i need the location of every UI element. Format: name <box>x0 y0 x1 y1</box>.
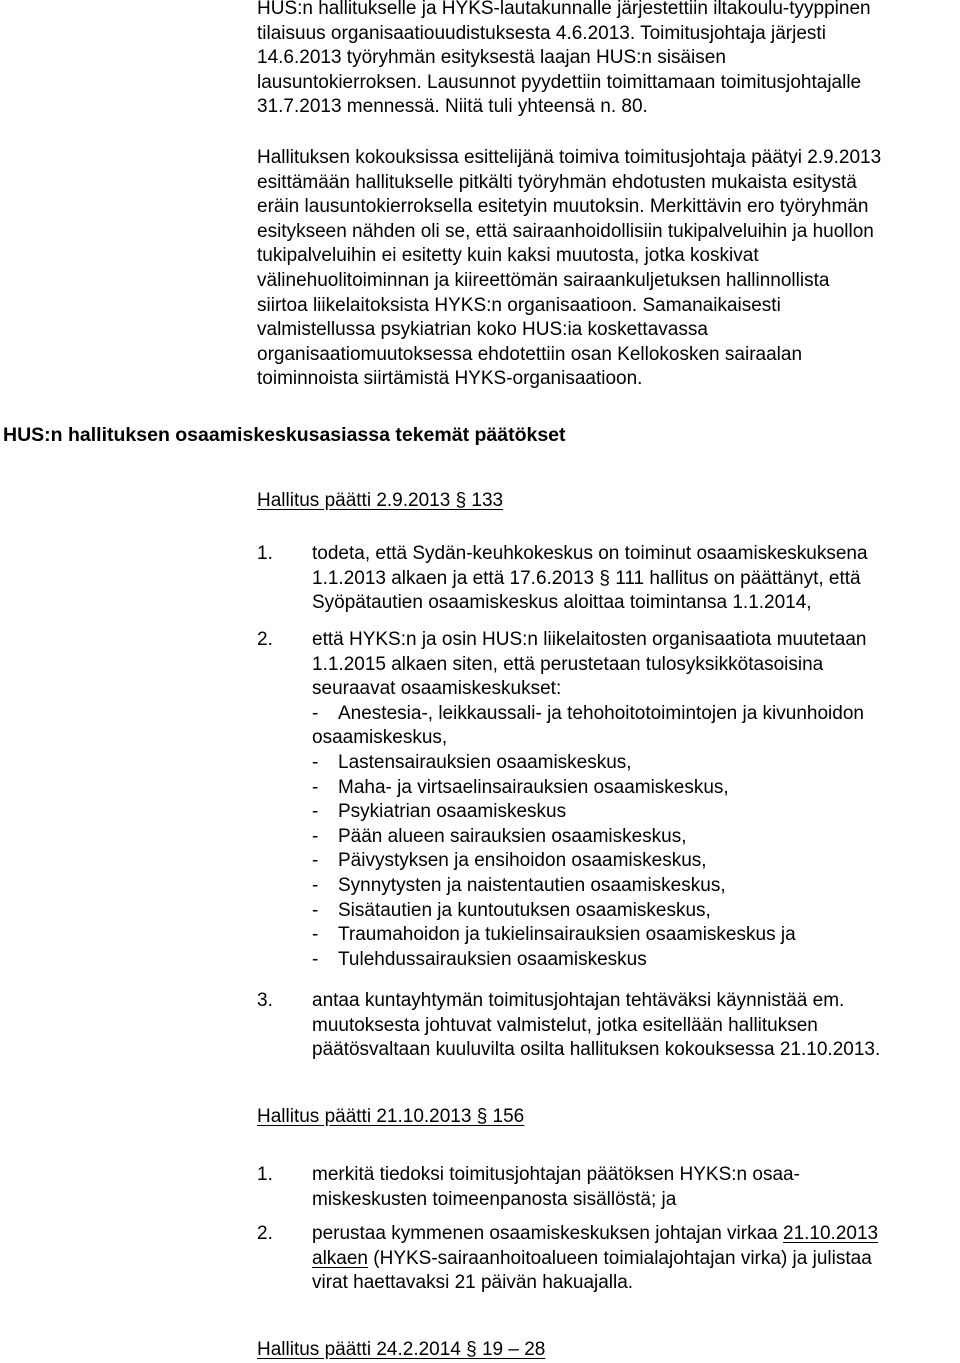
sub-list-item <box>312 751 957 776</box>
item-number: 2. <box>257 629 273 650</box>
item-text: perustaa kymmenen osaamiskeskuksen johtajan virkaa <box>312 1223 784 1244</box>
sub-list-item <box>312 849 957 874</box>
dash-marker: - <box>312 825 319 847</box>
item-line <box>312 1247 957 1272</box>
sub-list-item <box>312 702 957 727</box>
item-line: todeta, että Sydän-keuhkokeskus on toiminut osaamiskeskuksena <box>312 543 868 564</box>
item-number: 1. <box>257 543 273 564</box>
item-number: 1. <box>257 1164 273 1185</box>
intro-paragraph-2 <box>257 146 957 392</box>
item-line: muutoksesta johtuvat valmistelut, jotka esitellään hallituksen <box>312 1014 818 1036</box>
item-line: Syöpätautien osaamiskeskus aloittaa toimintansa 1.1.2014, <box>312 592 812 614</box>
dash-marker: - <box>312 776 319 798</box>
item-line: miskeskusten toimeenpanosta sisällöstä; ja <box>312 1188 677 1210</box>
sub-list-item <box>312 948 957 973</box>
intro-p2-line: organisaatiomuutoksessa ehdotettiin osan Kellokosken sairaalan <box>257 343 803 365</box>
date-link: 21.10.2013 <box>783 1223 879 1244</box>
dash-marker: - <box>312 874 319 896</box>
dash-marker: - <box>312 801 319 823</box>
item-body <box>312 1163 957 1212</box>
item-body <box>312 628 957 972</box>
item-number: 3. <box>257 990 273 1011</box>
section-heading: HUS:n hallituksen osaamiskeskusasiassa tekemät päätökset <box>3 424 566 446</box>
intro-p1-line: 31.7.2013 mennessä. Niitä tuli yhteensä n. 80. <box>257 96 648 118</box>
decision-3-title: Hallitus päätti 24.2.2014 § 19 – 28 <box>257 1339 546 1360</box>
sub-list-item <box>312 874 957 899</box>
item-body <box>312 1222 957 1296</box>
intro-p1-line: lausuntokierroksen. Lausunnot pyydettiin toimittamaan toimitusjohtajalle <box>257 71 862 93</box>
item-line: päätösvaltaan kuuluvilta osilta hallituksen kokouksessa 21.10.2013. <box>312 1039 881 1061</box>
intro-p1-line: tilaisuus organisaatiouudistuksesta 4.6.2013. Toimitusjohtaja järjesti <box>257 22 826 44</box>
item-line: 1.1.2013 alkaen ja että 17.6.2013 § 111 hallitus on päättänyt, että <box>312 567 861 589</box>
sub-list-item <box>312 800 957 825</box>
sub-list-item <box>312 923 957 948</box>
decision-2-title: Hallitus päätti 21.10.2013 § 156 <box>257 1106 525 1127</box>
sub-list-item <box>312 825 957 850</box>
item-body <box>312 542 957 616</box>
intro-p2-line: toiminnoista siirtämistä HYKS-organisaatioon. <box>257 368 643 390</box>
intro-p2-line: esittämään hallitukselle pitkälti työryhmän ehdotusten mukaista esitystä <box>257 171 857 193</box>
intro-p1-line: HUS:n hallitukselle ja HYKS-lautakunnalle järjestettiin iltakoulu-tyyppinen <box>257 0 871 19</box>
sub-item-continuation: osaamiskeskus, <box>312 727 448 749</box>
item-text: (HYKS-sairaanhoitoalueen toimialajohtajan virka) ja julistaa <box>368 1247 872 1269</box>
intro-p2-line: välinehuolitoiminnan ja kiireettömän sairaankuljetuksen hallinnollista <box>257 269 830 291</box>
item-line <box>312 1222 957 1247</box>
intro-p2-line: esitykseen nähden oli se, että sairaanhoidollisiin tukipalveluihin ja huollon <box>257 220 874 242</box>
sub-item-line: Lastensairauksien osaamiskeskus, <box>338 751 632 773</box>
item-line: että HYKS:n ja osin HUS:n liikelaitosten organisaatiota muutetaan <box>312 629 867 650</box>
dash-marker: - <box>312 751 319 773</box>
item-line: seuraavat osaamiskeskukset: <box>312 678 562 700</box>
sub-item-line: Synnytysten ja naistentautien osaamiskeskus, <box>338 874 726 896</box>
sub-item-line: Tulehdussairauksien osaamiskeskus <box>338 948 647 970</box>
sub-list-item <box>312 776 957 801</box>
intro-p2-line: Hallituksen kokouksissa esittelijänä toimiva toimitusjohtaja päätyi 2.9.2013 <box>257 147 882 168</box>
item-line: merkitä tiedoksi toimitusjohtajan päätöksen HYKS:n osaa- <box>312 1164 800 1185</box>
dash-marker: - <box>312 899 319 921</box>
intro-p2-line: tukipalveluihin ei esitetty kuin kaksi muutosta, jotka koskivat <box>257 245 759 267</box>
sub-item-line: Psykiatrian osaamiskeskus <box>338 801 567 823</box>
decision-1-title: Hallitus päätti 2.9.2013 § 133 <box>257 490 504 511</box>
intro-p2-line: eräin lausuntokierroksella esitetyin muutoksin. Merkittävin ero työryhmän <box>257 196 869 218</box>
sub-item-line: Pään alueen sairauksien osaamiskeskus, <box>338 825 687 847</box>
intro-paragraph-1 <box>257 0 957 120</box>
dash-marker: - <box>312 850 319 872</box>
item-number: 2. <box>257 1223 273 1244</box>
sub-item-line: Päivystyksen ja ensihoidon osaamiskeskus, <box>338 850 707 872</box>
item-line: 1.1.2015 alkaen siten, että perustetaan tulosyksikkötasoisina <box>312 653 824 675</box>
sub-item-line: Maha- ja virtsaelinsairauksien osaamiskeskus, <box>338 776 729 798</box>
sub-item-line: Traumahoidon ja tukielinsairauksien osaamiskeskus ja <box>338 924 796 946</box>
dash-marker: - <box>312 924 319 946</box>
date-link: alkaen <box>312 1247 368 1269</box>
intro-p2-line: siirtoa liikelaitoksista HYKS:n organisaatioon. Samanaikaisesti <box>257 294 781 316</box>
item-line: antaa kuntayhtymän toimitusjohtajan tehtäväksi käynnistää em. <box>312 990 845 1011</box>
item-body <box>312 989 957 1063</box>
item-line: virat haettavaksi 21 päivän hakuajalla. <box>312 1272 634 1294</box>
sub-item-line: Anestesia-, leikkaussali- ja tehohoitotoimintojen ja kivunhoidon <box>338 702 864 724</box>
intro-p1-line: 14.6.2013 työryhmän esityksestä laajan HUS:n sisäisen <box>257 47 726 69</box>
dash-marker: - <box>312 948 319 970</box>
dash-marker: - <box>312 702 319 724</box>
sub-item-line: Sisätautien ja kuntoutuksen osaamiskeskus, <box>338 899 711 921</box>
intro-p2-line: valmistellussa psykiatrian koko HUS:ia koskettavassa <box>257 319 708 341</box>
sub-list-item <box>312 899 957 924</box>
